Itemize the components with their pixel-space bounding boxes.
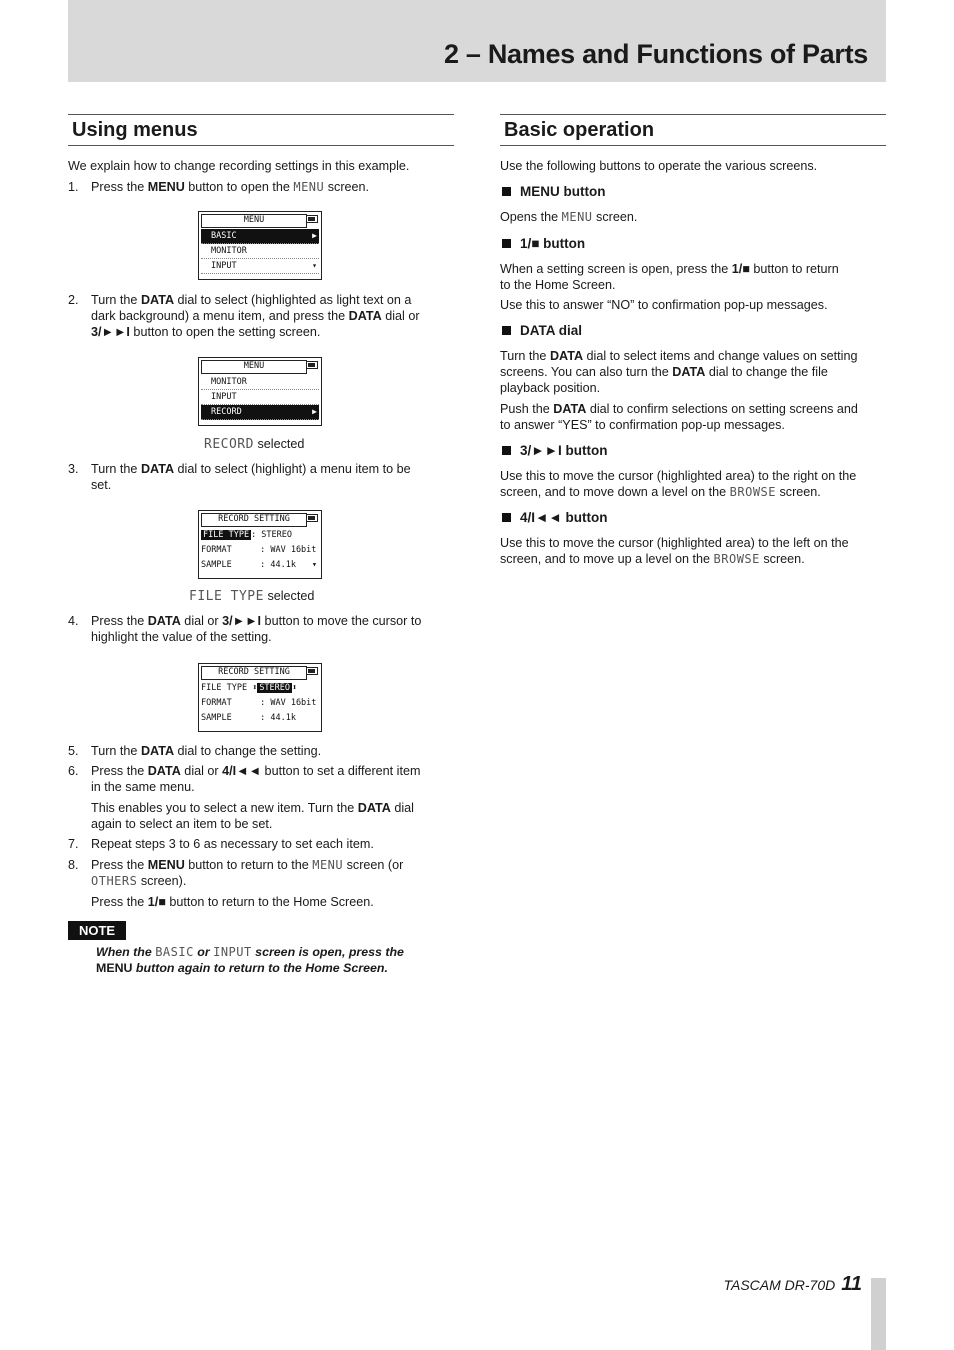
section-title: Basic operation xyxy=(504,119,655,141)
square-bullet-icon xyxy=(502,239,511,248)
item-heading-data-dial: DATA dial xyxy=(502,323,582,339)
intro-text: We explain how to change recording settings in this example. xyxy=(68,159,410,173)
screen-row: INPUT xyxy=(201,390,319,405)
screen-title: RECORD SETTING xyxy=(201,666,307,680)
square-bullet-icon xyxy=(502,187,511,196)
screen-caption: FILE TYPE selected xyxy=(189,589,315,604)
screen-row: MONITOR xyxy=(201,244,319,259)
step-number: 5. xyxy=(68,744,79,758)
screen-row: FILE TYPE ⬍ STEREO ⬍ xyxy=(201,683,298,693)
screen-row: FORMAT : WAV 16bit xyxy=(201,545,317,555)
item-text: Use this to move the cursor (highlighted area) to the left on the screen, and to move up a level on the BROWSE screen. xyxy=(500,536,849,566)
screen-row-selected: RECORD ▶ xyxy=(201,405,319,420)
step-1-text: Press the MENU button to open the MENU screen. xyxy=(91,180,370,194)
battery-icon xyxy=(306,361,318,369)
item-heading-back-button: 4/I◄◄ button xyxy=(502,510,607,526)
screen-row: FILE TYPE : STEREO xyxy=(203,530,293,540)
screen-row: SAMPLE : 44.1k xyxy=(201,713,296,723)
screen-row: FORMAT : WAV 16bit xyxy=(201,698,317,708)
section-title: Using menus xyxy=(72,119,198,141)
item-heading-forward-button: 3/►►I button xyxy=(502,443,607,459)
arrow-down-icon: ▾ xyxy=(312,261,317,270)
step-number: 8. xyxy=(68,858,79,872)
note-text: When the BASIC or INPUT screen is open, press the MENU button again to return to the Home Screen. xyxy=(96,945,404,975)
step-number: 7. xyxy=(68,837,79,851)
screen-title: RECORD SETTING xyxy=(201,513,307,527)
item-text: When a setting screen is open, press the 1/■ button to return to the Home Screen. Use this to answer “NO” to confirmation pop-up messages. xyxy=(500,262,839,312)
item-text: Turn the DATA dial to select items and change values on setting screens. You can also turn the DATA dial to change the file playback position. Push the DATA dial to confirm selections on setting screens and to answer “YES” to confirmation pop-up messages. xyxy=(500,349,858,432)
step-number: 3. xyxy=(68,462,79,476)
step-number: 4. xyxy=(68,614,79,628)
arrow-updown-icon: ▶ xyxy=(312,407,317,416)
item-heading-menu-button: MENU button xyxy=(502,184,605,200)
step-8-text: Press the MENU button to return to the MENU screen (or OTHERS screen). Press the 1/■ button to return to the Home Screen. xyxy=(91,858,404,909)
item-text: Opens the MENU screen. xyxy=(500,210,638,224)
intro-text: Use the following buttons to operate the various screens. xyxy=(500,159,818,173)
screen-row: MONITOR xyxy=(201,375,319,390)
square-bullet-icon xyxy=(502,513,511,522)
section-heading-basic-operation xyxy=(500,114,886,146)
step-2-text: Turn the DATA dial to select (highlighted as light text on a dark background) a menu item, and press the DATA dial or 3/►►I button to open the setting screen. xyxy=(91,293,420,339)
square-bullet-icon xyxy=(502,326,511,335)
screen-row: INPUT ▾ xyxy=(201,259,319,274)
page-footer xyxy=(723,1273,862,1295)
step-3-text: Turn the DATA dial to select (highlight) a menu item to be set. xyxy=(91,462,411,492)
step-4-text: Press the DATA dial or 3/►►I button to move the cursor to highlight the value of the setting. xyxy=(91,614,422,644)
step-number: 2. xyxy=(68,293,79,307)
step-number: 1. xyxy=(68,180,79,194)
updown-arrow-icon: ⬍ xyxy=(292,683,298,693)
item-text: Use this to move the cursor (highlighted area) to the right on the screen, and to move down a level on the BROWSE screen. xyxy=(500,469,857,499)
step-7-text: Repeat steps 3 to 6 as necessary to set each item. xyxy=(91,837,374,851)
record-setting-screen-illustration xyxy=(198,663,322,732)
page-number: 11 xyxy=(841,1273,862,1295)
arrow-right-icon: ▶ xyxy=(312,231,317,240)
item-heading-home-button: 1/■ button xyxy=(502,236,585,252)
model-name: TASCAM DR-70D xyxy=(723,1277,836,1293)
page-edge-tab xyxy=(871,1278,886,1350)
battery-icon xyxy=(306,514,318,522)
screen-row: SAMPLE : 44.1k ▾ xyxy=(201,560,317,570)
arrow-down-icon: ▾ xyxy=(311,560,317,570)
menu-screen-illustration xyxy=(198,357,322,426)
square-bullet-icon xyxy=(502,446,511,455)
step-6-text: Press the DATA dial or 4/I◄◄ button to set a different item in the same menu. This enables you to select a new item. Turn the DATA dial again to select an item to be set. xyxy=(91,764,421,831)
step-5-text: Turn the DATA dial to change the setting. xyxy=(91,744,322,758)
menu-screen-illustration xyxy=(198,211,322,280)
screen-title: MENU xyxy=(201,214,307,228)
chapter-header-band xyxy=(68,0,886,82)
section-heading-using-menus xyxy=(68,114,454,146)
chapter-title: 2 – Names and Functions of Parts xyxy=(443,39,868,69)
note-badge: NOTE xyxy=(68,921,126,940)
battery-icon xyxy=(306,215,318,223)
screen-row-selected: BASIC ▶ xyxy=(201,229,319,244)
screen-caption: RECORD selected xyxy=(204,437,305,452)
battery-icon xyxy=(306,667,318,675)
screen-title: MENU xyxy=(201,360,307,374)
updown-arrow-icon: ⬍ xyxy=(252,683,258,693)
record-setting-screen-illustration xyxy=(198,510,322,579)
step-number: 6. xyxy=(68,764,79,778)
